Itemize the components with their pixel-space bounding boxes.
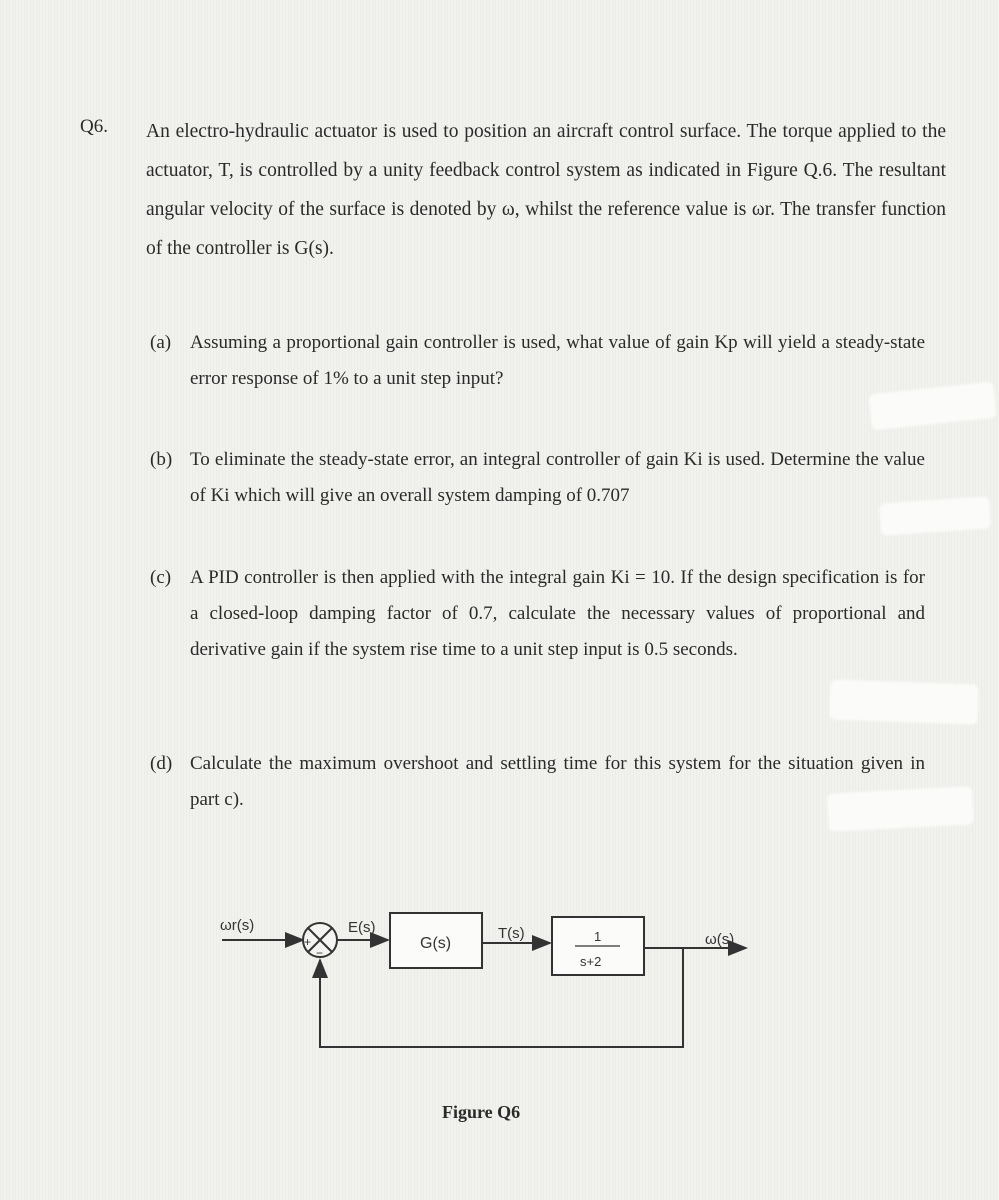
part-b-text: To eliminate the steady-state error, an integral controller of gain Ki is used. Determine the value of Ki which will give an overall system damping of 0.707 bbox=[190, 449, 925, 506]
part-a-label: (a) bbox=[150, 332, 172, 353]
output-label: ω(s) bbox=[705, 931, 735, 948]
torque-label: T(s) bbox=[498, 925, 525, 942]
part-b-label: (b) bbox=[150, 449, 173, 470]
part-d-text: Calculate the maximum overshoot and settling time for this system for the situation given in part c). bbox=[190, 753, 925, 810]
controller-label: G(s) bbox=[420, 935, 452, 952]
error-label: E(s) bbox=[348, 919, 376, 936]
plant-denominator: s+2 bbox=[580, 954, 602, 969]
part-c-text: A PID controller is then applied with the integral gain Ki = 10. If the design specification is for a closed-loop damping factor of 0.7, calculate the necessary values of proportional and derivative gain if the system rise time to a unit step input is 0.5 seconds. bbox=[190, 567, 925, 660]
plant-numerator: 1 bbox=[594, 929, 602, 944]
input-label: ωr(s) bbox=[220, 917, 255, 934]
part-d-label: (d) bbox=[150, 753, 173, 774]
sum-plus-sign: + bbox=[304, 935, 312, 949]
question-number: Q6. bbox=[80, 116, 108, 137]
sum-minus-sign: − bbox=[316, 946, 324, 960]
figure-caption: Figure Q6 bbox=[442, 1102, 521, 1122]
part-a-text: Assuming a proportional gain controller is used, what value of gain Kp will yield a steady-state error response of 1% to a unit step input? bbox=[190, 332, 925, 389]
question-intro: An electro-hydraulic actuator is used to position an aircraft control surface. The torque applied to the actuator, T, is controlled by a unity feedback control system as indicated in Figure Q.6. The resultant angular velocity of the surface is denoted by ω, whilst the reference value is ωr. The transfer function of the controller is G(s). bbox=[146, 121, 946, 259]
part-c-label: (c) bbox=[150, 567, 172, 588]
